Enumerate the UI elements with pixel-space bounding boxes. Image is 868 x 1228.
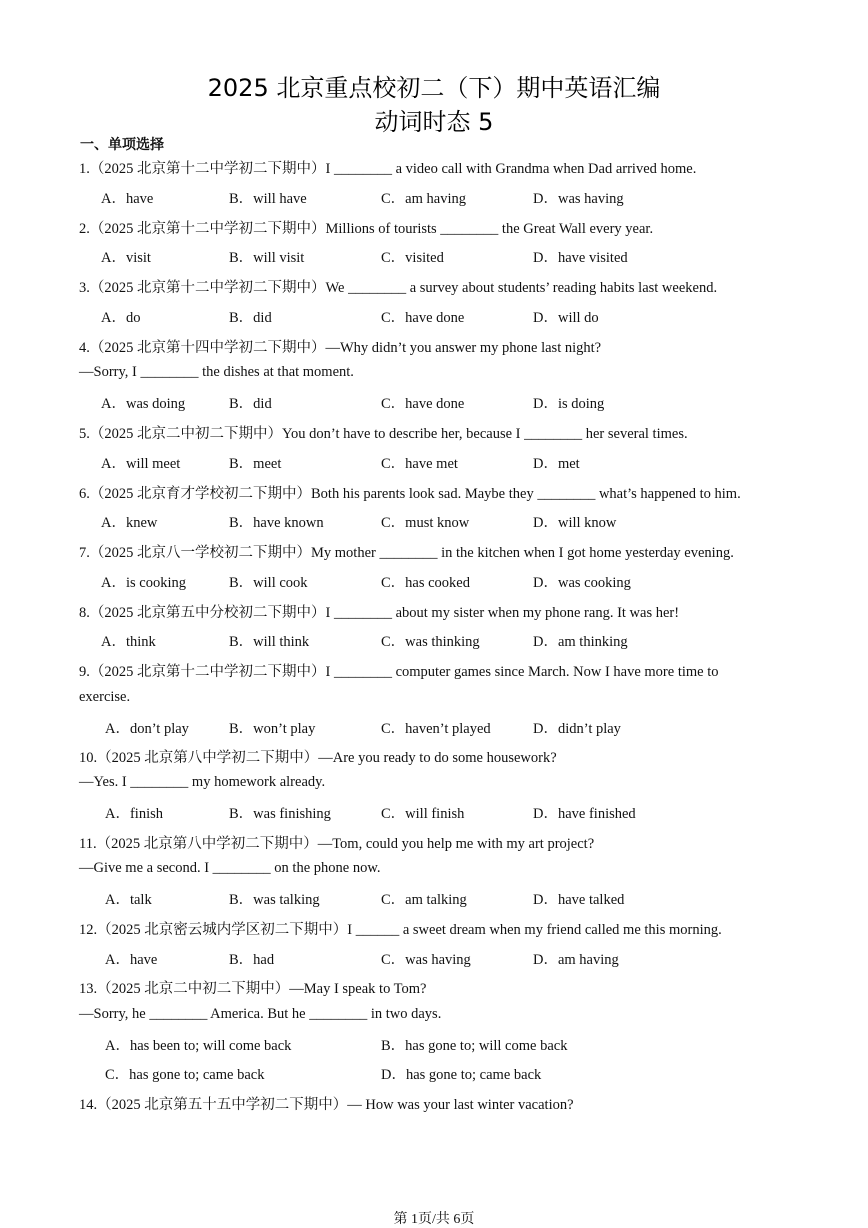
option-b: B．has gone to; will come back — [381, 1038, 568, 1054]
question-stem: 11.（2025 北京第八中学初二下期中）—Tom, could you help me with my art project? — [79, 836, 595, 852]
option-d: D．have visited — [533, 250, 628, 266]
option-b: B．won’t play — [229, 721, 316, 737]
question-stem: 9.（2025 北京第十二中学初二下期中）I ________ computer games since March. Now I have more time to — [79, 664, 719, 680]
option-a: A．talk — [105, 892, 152, 908]
option-a: A．finish — [105, 806, 163, 822]
option-d: D．didn’t play — [533, 721, 621, 737]
option-a: A．visit — [101, 250, 151, 266]
option-a: A．think — [101, 634, 156, 650]
page-subtitle: 动词时态 5 — [374, 108, 494, 136]
option-a: A．will meet — [101, 456, 181, 472]
question-stem: 8.（2025 北京第五中分校初二下期中）I ________ about my sister when my phone rang. It was her! — [79, 605, 680, 621]
option-c: C．was having — [381, 952, 471, 968]
option-d: D．am having — [533, 952, 619, 968]
option-d: D．will know — [533, 515, 617, 531]
question-stem: 14.（2025 北京第五十五中学初二下期中）— How was your last winter vacation? — [79, 1097, 574, 1113]
question-stem-line2: exercise. — [79, 689, 131, 705]
option-b: B．have known — [229, 515, 324, 531]
option-b: B．will visit — [229, 250, 305, 266]
option-c: C．was thinking — [381, 634, 480, 650]
question-stem-line2: —Give me a second. I ________ on the phone now. — [79, 860, 381, 876]
option-c: C．must know — [381, 515, 470, 531]
option-d: D．have talked — [533, 892, 625, 908]
question-stem: 13.（2025 北京二中初二下期中）—May I speak to Tom? — [79, 981, 427, 997]
option-b: B．will cook — [229, 575, 308, 591]
option-b: B．had — [229, 952, 275, 968]
option-a: A．has been to; will come back — [105, 1038, 292, 1054]
option-c: C．have done — [381, 396, 465, 412]
option-b: B．will think — [229, 634, 310, 650]
option-c: C．haven’t played — [381, 721, 491, 737]
page-title: 2025 北京重点校初二（下）期中英语汇编 — [207, 74, 661, 102]
question-stem: 3.（2025 北京第十二中学初二下期中）We ________ a survey about students’ reading habits last weekend. — [79, 280, 718, 296]
option-a: A．have — [105, 952, 158, 968]
option-b: B．did — [229, 310, 272, 326]
question-stem: 4.（2025 北京第十四中学初二下期中）—Why didn’t you answer my phone last night? — [79, 340, 602, 356]
option-b: B．did — [229, 396, 272, 412]
option-d: D．was cooking — [533, 575, 631, 591]
option-b: B．was finishing — [229, 806, 331, 822]
question-stem-line2: —Yes. I ________ my homework already. — [79, 774, 326, 790]
option-c: C．am having — [381, 191, 466, 207]
question-stem: 6.（2025 北京育才学校初二下期中）Both his parents look sad. Maybe they ________ what’s happened to him. — [79, 486, 741, 502]
option-a: A．was doing — [101, 396, 186, 412]
option-d: D．is doing — [533, 396, 605, 412]
option-c: C．have done — [381, 310, 465, 326]
question-stem: 12.（2025 北京密云城内学区初二下期中）I ______ a sweet dream when my friend called me this morning. — [79, 922, 722, 938]
option-b: B．will have — [229, 191, 307, 207]
option-a: A．do — [101, 310, 141, 326]
option-c: C．will finish — [381, 806, 465, 822]
option-a: A．don’t play — [105, 721, 189, 737]
option-c: C．am talking — [381, 892, 467, 908]
option-c: C．have met — [381, 456, 458, 472]
page-footer: 第 1页/共 6页 — [393, 1212, 475, 1227]
option-d: D．am thinking — [533, 634, 628, 650]
option-a: A．knew — [101, 515, 158, 531]
section-heading: 一、单项选择 — [80, 137, 164, 153]
question-stem: 2.（2025 北京第十二中学初二下期中）Millions of tourists ________ the Great Wall every year. — [79, 221, 654, 237]
option-a: A．have — [101, 191, 154, 207]
option-b: B．meet — [229, 456, 282, 472]
option-c: C．has gone to; came back — [105, 1067, 265, 1083]
option-c: C．has cooked — [381, 575, 470, 591]
question-stem: 5.（2025 北京二中初二下期中）You don’t have to describe her, because I ________ her several times. — [79, 426, 688, 442]
question-stem-line2: —Sorry, I ________ the dishes at that moment. — [79, 364, 354, 380]
option-a: A．is cooking — [101, 575, 186, 591]
question-stem: 7.（2025 北京八一学校初二下期中）My mother ________ in the kitchen when I got home yesterday evening. — [79, 545, 734, 561]
option-d: D．have finished — [533, 806, 636, 822]
option-c: C．visited — [381, 250, 444, 266]
question-stem: 1.（2025 北京第十二中学初二下期中）I ________ a video call with Grandma when Dad arrived home. — [79, 161, 697, 177]
option-d: D．will do — [533, 310, 599, 326]
option-d: D．met — [533, 456, 580, 472]
question-stem: 10.（2025 北京第八中学初二下期中）—Are you ready to do some housework? — [79, 750, 557, 766]
option-d: D．has gone to; came back — [381, 1067, 542, 1083]
option-d: D．was having — [533, 191, 624, 207]
option-b: B．was talking — [229, 892, 320, 908]
question-stem-line2: —Sorry, he ________ America. But he ________ in two days. — [79, 1006, 442, 1022]
